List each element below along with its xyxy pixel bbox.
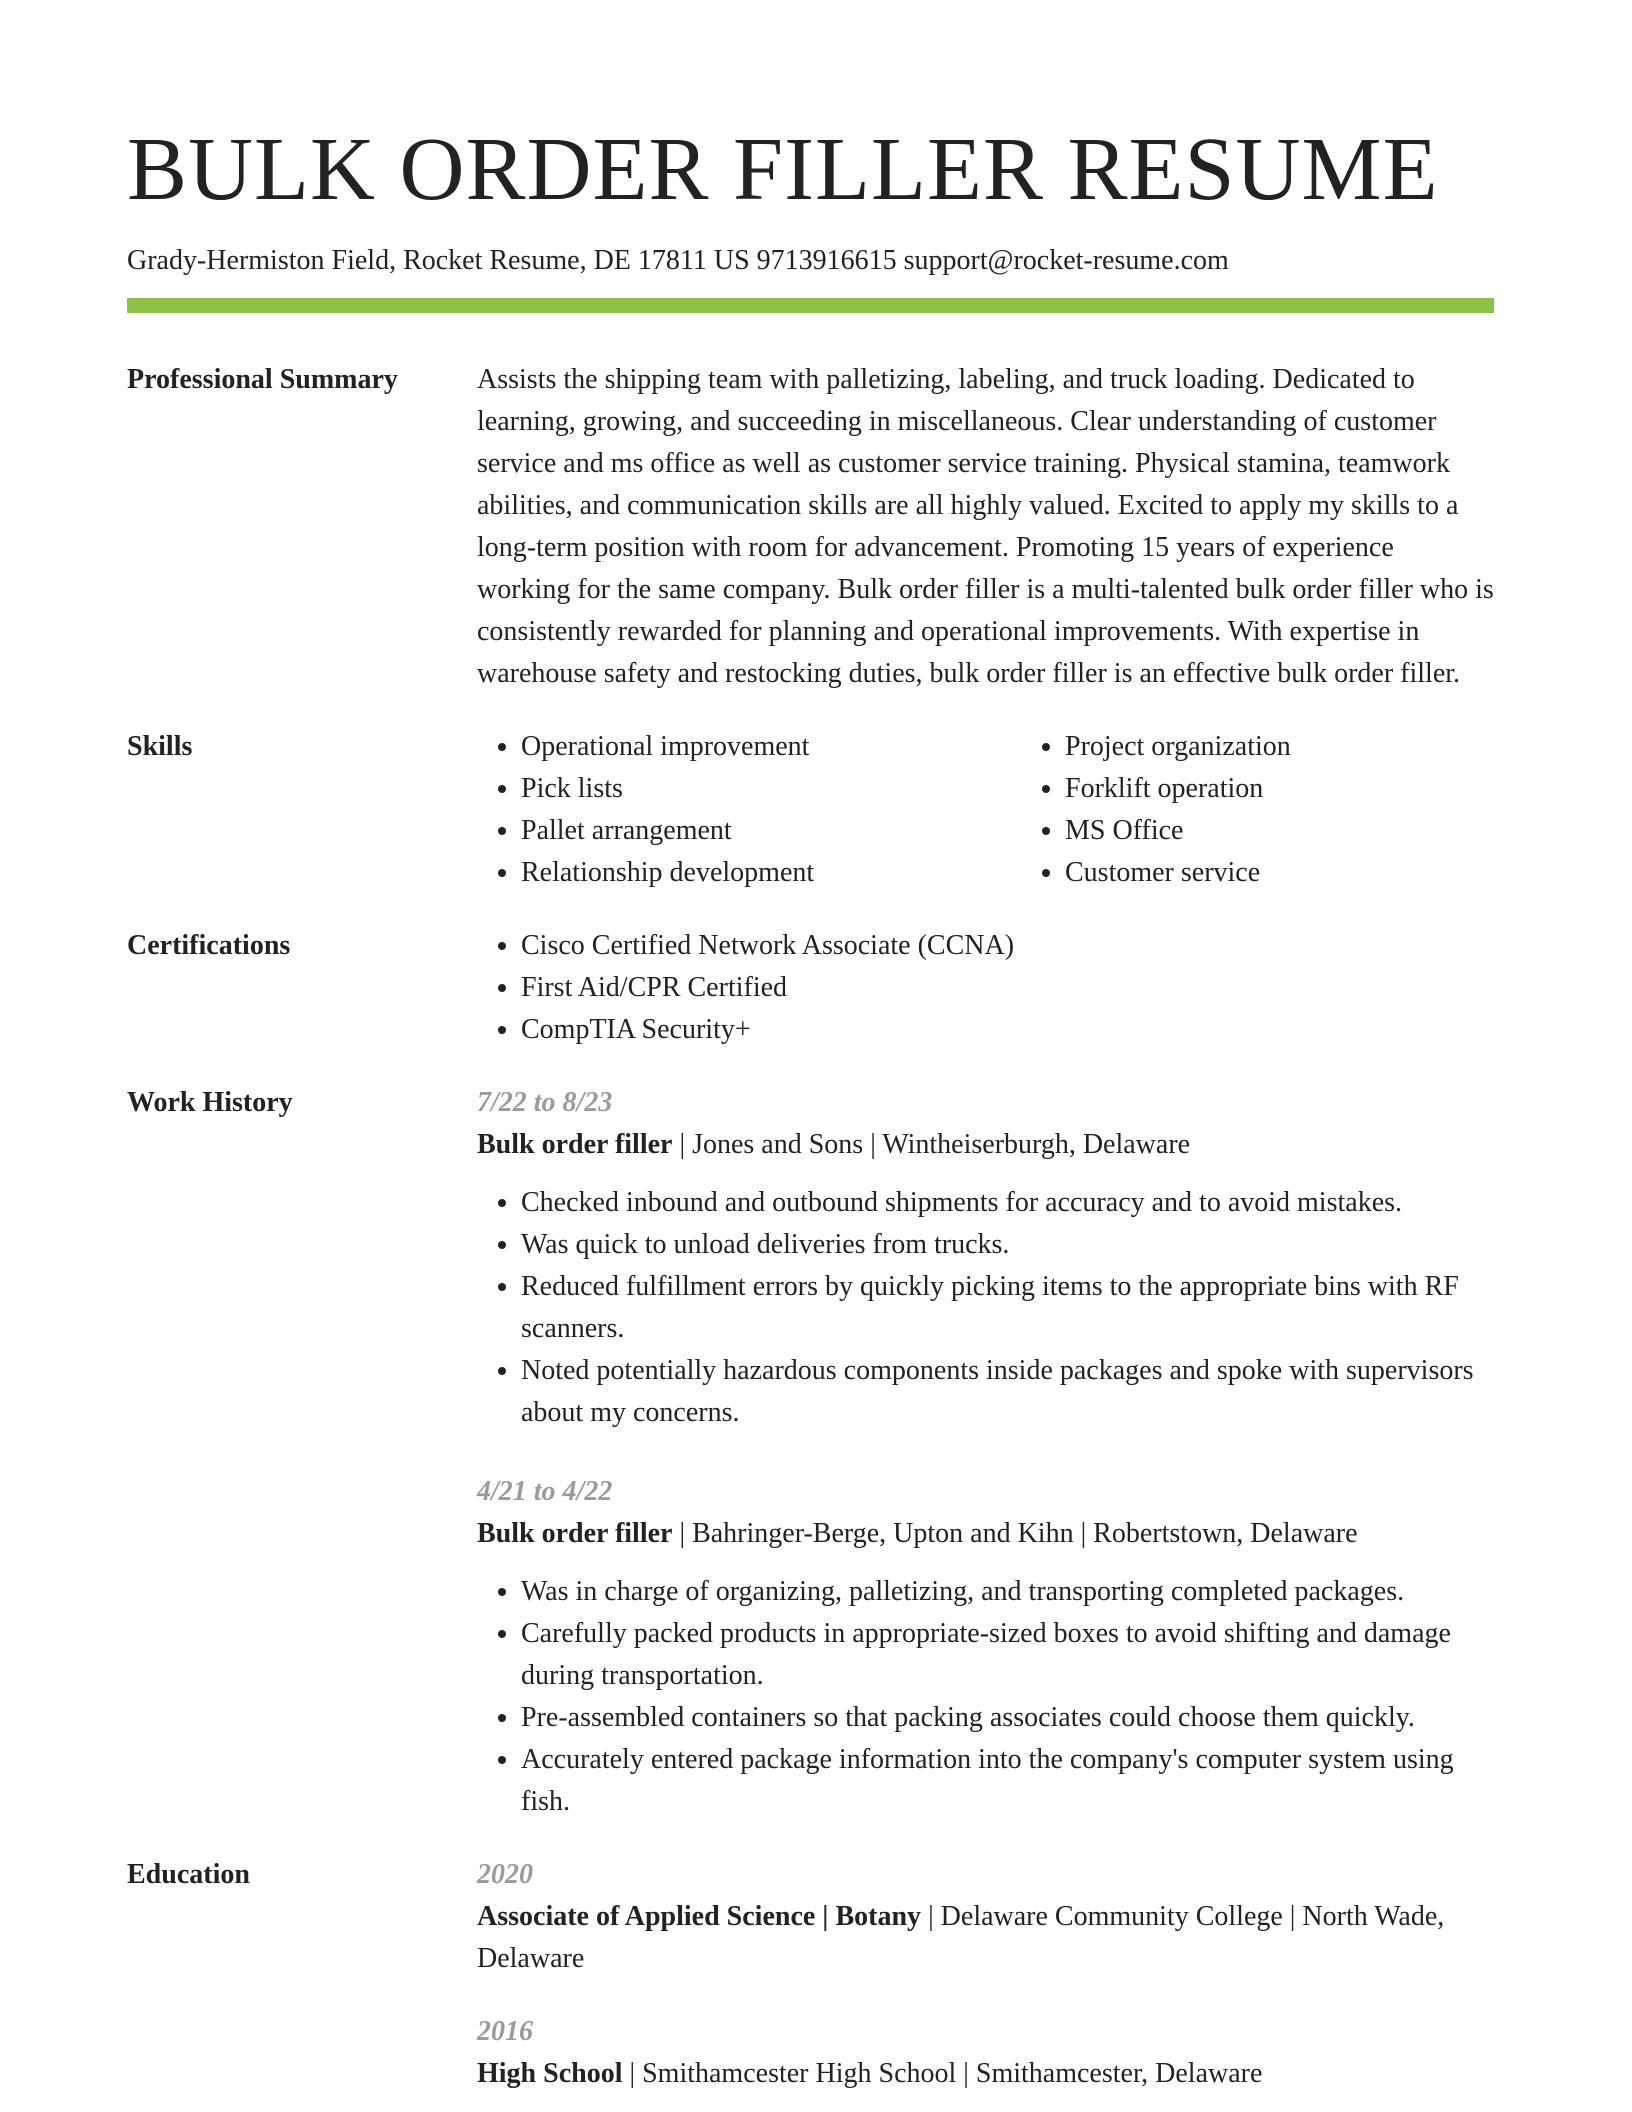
job-details: | Jones and Sons | Wintheiserburgh, Delaware — [672, 1129, 1191, 1160]
education-details: | Smithamcester High School | Smithamcester, Delaware — [622, 2058, 1263, 2089]
skill-item: • Pallet arrangement — [521, 810, 1021, 852]
job-date: 7/22 to 8/23 — [477, 1087, 613, 1118]
skills-list-left — [477, 726, 1021, 894]
skill-item: • Relationship development — [521, 852, 1021, 894]
job-bullet: • Checked inbound and outbound shipments for accuracy and to avoid mistakes. — [521, 1182, 1494, 1224]
job-role — [477, 1513, 1494, 1555]
work-history-label: Work History — [127, 1087, 293, 1118]
job-bullet: • Was quick to unload deliveries from trucks. — [521, 1224, 1494, 1266]
work-history-section — [127, 1082, 1494, 1823]
skill-item: • Customer service — [1065, 852, 1565, 894]
job-bullets — [477, 1571, 1494, 1823]
education-section — [127, 1854, 1494, 2095]
job-entry — [477, 1471, 1494, 1823]
job-details: | Bahringer-Berge, Upton and Kihn | Robertstown, Delaware — [672, 1518, 1358, 1549]
skills-section — [127, 726, 1494, 894]
job-bullets — [477, 1182, 1494, 1434]
summary-section — [127, 359, 1494, 695]
job-bullet: • Was in charge of organizing, palletizing, and transporting completed packages. — [521, 1571, 1494, 1613]
skill-item: • Operational improvement — [521, 726, 1021, 768]
accent-divider — [127, 298, 1494, 313]
education-degree: High School — [477, 2058, 623, 2089]
job-bullet: • Pre-assembled containers so that packing associates could choose them quickly. — [521, 1697, 1494, 1739]
resume-title: BULK ORDER FILLER RESUME — [127, 120, 1439, 219]
skills-list-right — [1021, 726, 1565, 894]
education-details: | Delaware Community College | North Wade, Delaware — [477, 1901, 1445, 1974]
job-bullet: • Accurately entered package information into the company's computer system using fish. — [521, 1739, 1494, 1823]
certifications-label: Certifications — [127, 930, 291, 961]
education-role — [477, 2053, 1494, 2095]
skill-item: • Forklift operation — [1065, 768, 1565, 810]
education-date: 2020 — [477, 1859, 533, 1890]
summary-label: Professional Summary — [127, 364, 398, 395]
job-title: Bulk order filler — [477, 1518, 673, 1549]
summary-text: Assists the shipping team with palletizing, labeling, and truck loading. Dedicated to learning, growing, and succeeding in miscellaneous. Clear understanding of customer service and ms office as well as customer service training. Physical stamina, teamwork abilities, and communication skills are all highly valued. Excited to apply my skills to a long-term position with room for advancement. Promoting 15 years of experience working for the same company. Bulk order filler is a multi-talented bulk order filler who is consistently rewarded for planning and operational improvements. With expertise in warehouse safety and restocking duties, bulk order filler is an effective bulk order filler. — [477, 364, 1494, 689]
skill-item: • Project organization — [1065, 726, 1565, 768]
education-date: 2016 — [477, 2016, 533, 2047]
skills-label: Skills — [127, 731, 193, 762]
education-entry — [477, 1854, 1494, 1980]
skill-item: • MS Office — [1065, 810, 1565, 852]
job-bullet: • Carefully packed products in appropriate-sized boxes to avoid shifting and damage during transportation. — [521, 1613, 1494, 1697]
job-bullet: • Reduced fulfillment errors by quickly picking items to the appropriate bins with RF scanners. — [521, 1266, 1494, 1350]
job-entry — [477, 1082, 1494, 1434]
skill-item: • Pick lists — [521, 768, 1021, 810]
job-role — [477, 1124, 1494, 1166]
education-label: Education — [127, 1859, 250, 1890]
job-date: 4/21 to 4/22 — [477, 1476, 613, 1507]
education-entry — [477, 2011, 1494, 2095]
certification-item: • First Aid/CPR Certified — [521, 967, 1494, 1009]
certification-item: • CompTIA Security+ — [521, 1009, 1494, 1051]
certifications-list — [477, 925, 1494, 1051]
contact-line: Grady-Hermiston Field, Rocket Resume, DE 17811 US 9713916615 support@rocket-resume.com — [127, 245, 1229, 276]
education-role — [477, 1896, 1494, 1980]
education-degree: Associate of Applied Science | Botany — [477, 1901, 922, 1932]
job-title: Bulk order filler — [477, 1129, 673, 1160]
job-bullet: • Noted potentially hazardous components inside packages and spoke with supervisors about my concerns. — [521, 1350, 1494, 1434]
certification-item: • Cisco Certified Network Associate (CCNA) — [521, 925, 1494, 967]
certifications-section — [127, 925, 1494, 1051]
resume-page — [127, 0, 1494, 2095]
